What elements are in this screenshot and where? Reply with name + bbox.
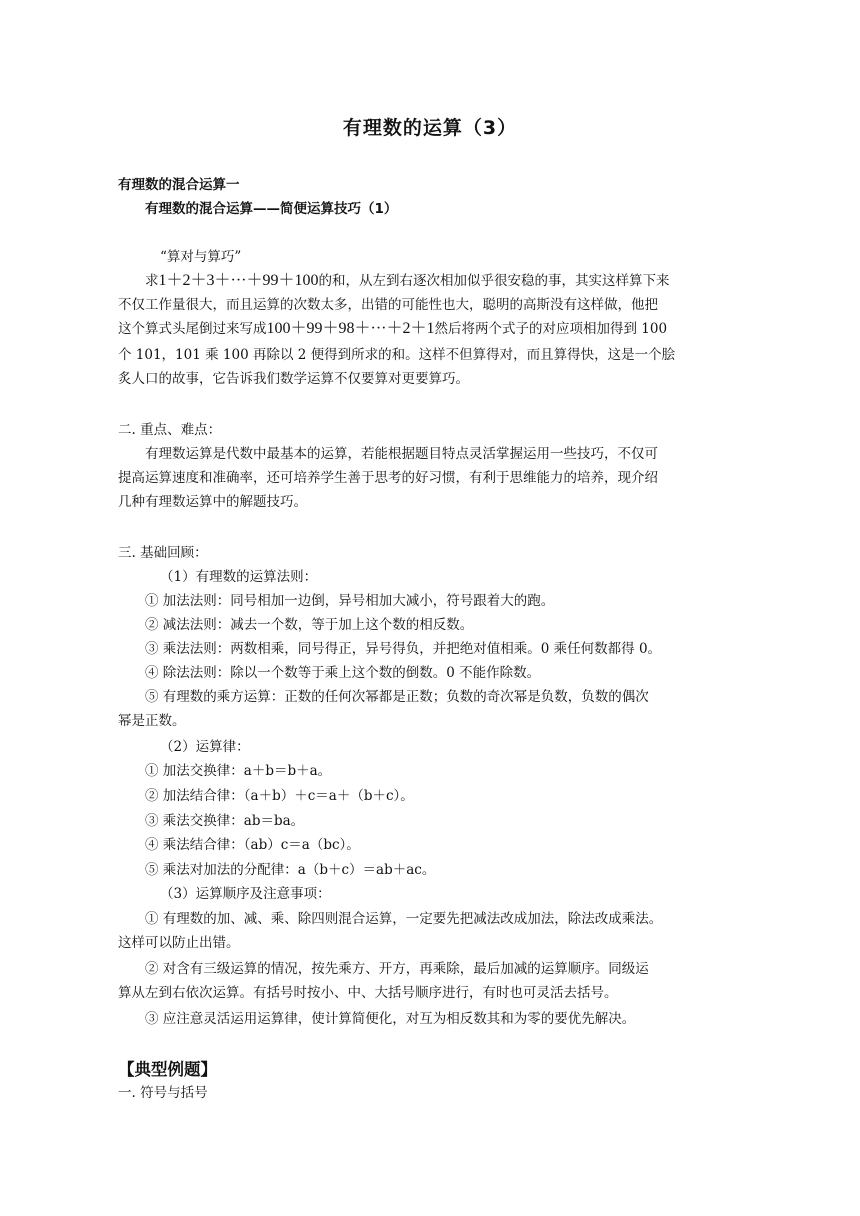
note-2-line-1: ② 对含有三级运算的情况，按先乘方、开方，再乘除，最后加减的运算顺序。同级运 [145, 961, 649, 977]
story-line-1 [118, 269, 770, 293]
story-text: 这个算式头尾倒过来写成 [118, 321, 267, 337]
story-text: 然后将两个式子的对应项相加得到 100 [434, 321, 668, 337]
law-commutative-addition: ① 加法交换律：a＋b＝b＋a。 [145, 763, 332, 779]
rule-power-line-1: ⑤ 有理数的乘方运算：正数的任何次幂都是正数；负数的奇次幂是负数，负数的偶次 [145, 689, 649, 705]
note-3: ③ 应注意灵活运用运算律，使计算简便化，对互为相反数其和为零的要优先解决。 [145, 1011, 636, 1027]
page-title: 有理数的运算（3） [342, 117, 518, 139]
section-2-heading: 二. 重点、难点： [118, 422, 222, 438]
subsection-order-heading: （3）运算顺序及注意事项： [160, 886, 331, 902]
examples-heading: 【典型例题】 [118, 1060, 217, 1079]
story-line-5: 炙人口的故事，它告诉我们数学运算不仅要算对更要算巧。 [118, 371, 469, 387]
section-3-heading: 三. 基础回顾： [118, 545, 208, 561]
story-text: 求 [145, 273, 159, 289]
subsection-laws-heading: （2）运算律： [160, 739, 250, 755]
heading-simplification-tips: 有理数的混合运算——简便运算技巧（1） [145, 201, 398, 217]
note-1-line-1: ① 有理数的加、减、乘、除四则混合运算，一定要先把减法改成加法，除法改成乘法。 [145, 911, 663, 927]
rule-subtraction: ② 减法法则：减去一个数，等于加上这个数的相反数。 [145, 617, 474, 633]
law-associative-multiplication: ④ 乘法结合律：（ab）c＝a（bc）。 [145, 837, 360, 853]
rule-power-line-2: 幂是正数。 [118, 713, 186, 729]
heading-mixed-operations: 有理数的混合运算一 [118, 177, 240, 193]
law-associative-addition: ② 加法结合律：（a＋b）＋c＝a＋（b＋c）。 [145, 788, 414, 804]
story-line-3 [118, 317, 743, 341]
section-2-line-1: 有理数运算是代数中最基本的运算，若能根据题目特点灵活掌握运用一些技巧，不仅可 [145, 446, 658, 462]
law-commutative-multiplication: ③ 乘法交换律：ab＝ba。 [145, 813, 305, 829]
section-2-line-2: 提高运算速度和准确率，还可培养学生善于思考的好习惯，有利于思维能力的培养，现介绍 [118, 470, 658, 486]
rule-multiplication: ③ 乘法法则：两数相乘，同号得正，异号得负，并把绝对值相乘。0 乘任何数都得 0。 [145, 641, 662, 657]
subsection-rules-heading: （1）有理数的运算法则： [160, 569, 318, 585]
section-2-line-3: 几种有理数运算中的解题技巧。 [118, 494, 307, 510]
rule-addition: ① 加法法则：同号相加一边倒，异号相加大减小，符号跟着大的跑。 [145, 593, 555, 609]
story-text: 的和，从左到右逐次相加似乎很安稳的事，其实这样算下来 [318, 273, 670, 289]
reverse-sum-expression: 100＋99＋98＋···＋2＋1 [266, 320, 435, 337]
story-line-2: 不仅工作量很大，而且运算的次数太多，出错的可能性也大，聪明的高斯没有这样做，他把 [118, 297, 658, 313]
note-2-line-2: 算从左到右依次运算。有括号时按小、中、大括号顺序进行，有时也可灵活去括号。 [118, 985, 618, 1001]
examples-subheading: 一. 符号与括号 [118, 1085, 208, 1101]
note-1-line-2: 这样可以防止出错。 [118, 935, 240, 951]
quote-line: “算对与算巧” [160, 249, 242, 265]
story-line-4: 个 101，101 乘 100 再除以 2 便得到所求的和。这样不但算得对，而且算得快，这是一个脍 [118, 347, 676, 363]
law-distributive: ⑤ 乘法对加法的分配律：a（b＋c）＝ab＋ac。 [145, 862, 436, 878]
rule-division: ④ 除法法则：除以一个数等于乘上这个数的倒数。0 不能作除数。 [145, 665, 541, 681]
sum-expression: 1＋2＋3＋···＋99＋100 [158, 272, 319, 289]
